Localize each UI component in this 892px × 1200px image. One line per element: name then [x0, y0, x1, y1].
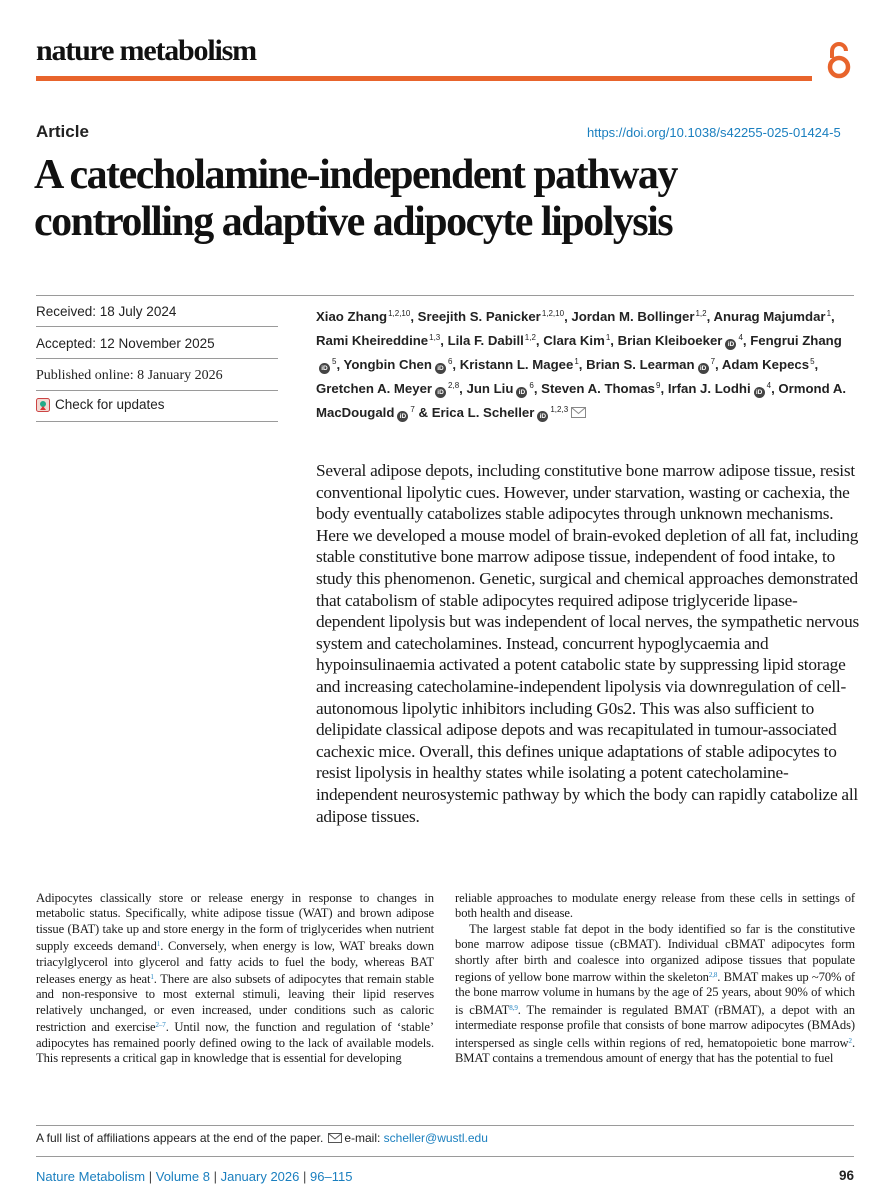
author[interactable]: Rami Kheireddine$^{1,3}$ [316, 332, 441, 348]
divider [36, 358, 278, 359]
orcid-icon[interactable]: iD [397, 411, 408, 422]
affiliation-number: 9 [656, 380, 661, 390]
citation[interactable]: 2–7 [155, 1021, 166, 1030]
affiliation-number: 1 [574, 356, 579, 366]
footer-pages: 96–115 [310, 1169, 353, 1184]
author[interactable]: Irfan J. Lodhi $iD^4$ [667, 380, 772, 396]
check-for-updates-button[interactable] [36, 397, 165, 412]
author[interactable]: Brian S. Learman $iD^7$ [586, 356, 716, 372]
affiliation-number: 6 [529, 380, 534, 390]
author[interactable]: Adam Kepecs$^5$ [721, 356, 815, 372]
citation[interactable]: 8,9 [509, 1003, 518, 1012]
orcid-icon[interactable]: iD [754, 387, 765, 398]
affiliation-number: 1,2 [695, 309, 707, 318]
journal-name: nature metabolism [36, 34, 256, 67]
affiliation-number: 1,2,3 [550, 404, 569, 414]
footer-volume: Volume 8 [155, 1169, 210, 1184]
citation[interactable]: 1 [156, 940, 161, 949]
orcid-icon[interactable]: iD [725, 339, 736, 350]
author[interactable]: Lila F. Dabill$^{1,2}$ [447, 332, 536, 348]
orcid-icon[interactable]: iD [319, 363, 330, 374]
divider [36, 1156, 854, 1157]
citation[interactable]: 2 [848, 1036, 852, 1045]
affiliation-number: 1 [605, 332, 611, 342]
affiliation-number: 5 [332, 356, 337, 366]
affiliation-number: 1,2,10 [388, 309, 411, 318]
footer-issue: January 2026 [220, 1169, 300, 1184]
author[interactable]: Xiao Zhang$^{1,2,10}$ [316, 309, 411, 324]
mail-icon[interactable] [571, 407, 586, 418]
author[interactable]: Ormond A. MacDougald $iD^7$ [316, 380, 847, 420]
divider [36, 421, 278, 422]
citation[interactable]: 1 [150, 973, 154, 982]
body-text-right [455, 891, 855, 1066]
check-updates-label: Check for updates [55, 397, 165, 412]
paragraph: The largest stable fat depot in the body identified so far is the constitutive bone marrow adipose tissue (cBMAT). Individual cBMAT adipocytes form shortly after birth and coalesce into organized adipose tissues that populate regions of yellow bone marrow within the skeleton$^{2,8}$. BMAT makes up ~70% of the bone marrow volume in humans by the age of 25 years, about 90% of which is cBMAT$^{8,9}$. The remainder is regulated BMAT (rBMAT), a depot with an intermediate response profile that consists of bone marrow adipocytes (BMAds) interspersed as single cells within regions of red, hematopoietic bone marrow$^2$. BMAT contains a tremendous amount of energy that has the potential to fuel [455, 921, 856, 1066]
affiliation-number: 1 [826, 309, 832, 318]
affiliation-number: 6 [447, 356, 453, 366]
paragraph: reliable approaches to modulate energy release from these cells in settings of both health and disease. [455, 891, 855, 921]
author[interactable]: Kristann L. Magee$^1$ [459, 356, 579, 372]
affiliation-number: 5 [810, 356, 815, 366]
article-type: Article [36, 122, 89, 141]
published-date: Published online: 8 January 2026 [36, 368, 223, 383]
accepted-date: Accepted: 12 November 2025 [36, 336, 215, 351]
check-updates-icon [36, 398, 50, 412]
footer-citation: Nature Metabolism | Volume 8 | January 2026 | 96–115 [36, 1169, 353, 1184]
divider [36, 326, 278, 327]
affiliation-number: 1,2 [524, 332, 536, 342]
page-number: 96 [838, 1168, 854, 1183]
email-link[interactable]: scheller@wustl.edu [383, 1131, 488, 1145]
author[interactable]: Gretchen A. Meyer iD$^{2,8}$ [316, 380, 460, 396]
mail-icon [328, 1133, 342, 1143]
author[interactable]: Clara Kim$^1$ [543, 332, 611, 348]
affiliation-number: 4 [738, 332, 743, 342]
author[interactable]: Jun Liu $iD^6$ [466, 380, 534, 396]
doi-link[interactable]: https://doi.org/10.1038/s42255-025-01424-5 [587, 125, 841, 140]
open-access-icon [824, 40, 854, 80]
author[interactable]: Erica L. Scheller iD$^{1,2,3}$ [432, 405, 586, 420]
author[interactable]: Fengrui ZhangiD$^5$ [316, 333, 842, 372]
divider [36, 295, 854, 296]
affiliation-number: 7 [710, 356, 716, 366]
author[interactable]: Brian Kleiboeker $iD^4$ [617, 332, 743, 348]
affiliation-number: 2,8 [448, 380, 460, 390]
citation[interactable]: 2,8 [708, 971, 718, 980]
orcid-icon[interactable]: iD [537, 411, 548, 422]
footer-journal: Nature Metabolism [36, 1169, 146, 1184]
orcid-icon[interactable]: iD [435, 387, 446, 398]
orcid-icon[interactable]: iD [698, 363, 709, 374]
title-line-1: A catecholamine-independent pathway [34, 152, 677, 198]
received-date: Received: 18 July 2024 [36, 304, 177, 319]
affiliation-number: 1,3 [429, 332, 441, 342]
affiliation-number: 4 [766, 380, 772, 390]
orcid-icon[interactable]: iD [435, 363, 446, 374]
divider [36, 390, 278, 391]
author[interactable]: Jordan M. Bollinger$^{1,2}$ [571, 309, 707, 324]
author[interactable]: Steven A. Thomas$^9$ [541, 380, 661, 396]
header-rule [36, 76, 812, 81]
body-text-left: Adipocytes classically store or release energy in response to changes in metabolic status. Specifically, white adipose tissue (WAT) and brown adipose tissue (BAT) take up and store energy in the form of triglycerides when nutrient supply exceeds demand$^1$. Conversely, when energy is low, WAT breaks down triacylglycerol into glycerol and fatty acids to fuel the body, whereas BAT releases energy as heat$^1$. There are also subsets of adipocytes that remain stable and non-responsive to most external stimuli, leaving their lipid reserves relatively unchanged, or even increased, under conditions such as caloric restriction and exercise$^{2-7}$. Until now, the function and regulation of ‘stable’ adipocytes has remained poorly defined owing to the lack of available models. This represents a critical gap in knowledge that is essential for developing [36, 891, 434, 1066]
orcid-icon[interactable]: iD [516, 387, 527, 398]
affiliation-number: 7 [410, 404, 415, 414]
author[interactable]: Sreejith S. Panicker$^{1,2,10}$ [417, 309, 565, 324]
abstract: Several adipose depots, including constitutive bone marrow adipose tissue, resist conventional lipolytic cues. However, under starvation, wasting or cachexia, the body eventually catabolizes stable adipocytes through unknown mechanisms. Here we developed a mouse model of brain-evoked depletion of all fat, including stable constitutive bone marrow adipose tissue, independent of food intake, to study this phenomenon. Genetic, surgical and chemical approaches demonstrated that catabolism of stable adipocytes required adipose triglyceride lipase-dependent lipolysis but was independent of local nerves, the sympathetic nervous system and catecholamines. Instead, concurrent hypoglycaemia and hypoinsulinaemia activated a potent catabolic state by suppressing lipid storage and increasing catecholamine-independent lipolysis via downregulation of cell-autonomous lipolytic inhibitors including G0s2. This was also sufficient to delipidate classical adipose depots and was recapitulated in tumour-associated cachexic mice. Overall, this defines unique adaptations of stable adipocytes to resist lipolysis in healthy states while isolating a potent catecholamine-independent neurosystemic pathway by which the body can rapidly catabolize all adipose tissues. [316, 461, 859, 826]
divider [36, 1125, 854, 1126]
affiliations-note: A full list of affiliations appears at the end of the paper. e-mail: scheller@wustl.edu [36, 1131, 488, 1145]
affiliation-number: 1,2,10 [541, 309, 565, 318]
article-title [34, 152, 834, 246]
author[interactable]: Anurag Majumdar$^1$ [713, 309, 832, 324]
title-line-2: controlling adaptive adipocyte lipolysis [34, 199, 673, 245]
author-list: Xiao Zhang$^{1,2,10}$, Sreejith S. Panicker$^{1,2,10}$, Jordan M. Bollinger$^{1,2}$, Anurag Majumdar$^1$, Rami Kheireddine$^{1,3}$, Lila F. Dabill$^{1,2}$, Clara Kim$^1$, Brian Kleiboeker $iD^4$, Fengrui ZhangiD$^5$, Yongbin Chen $iD^6$, Kristann L. Magee$^1$, Brian S. Learman $iD^7$, Adam Kepecs$^5$, Gretchen A. Meyer iD$^{2,8}$, Jun Liu $iD^6$, Steven A. Thomas$^9$, Irfan J. Lodhi $iD^4$, Ormond A. MacDougald $iD^7$ & Erica L. Scheller iD$^{1,2,3}$ [316, 309, 847, 420]
author[interactable]: Yongbin Chen $iD^6$ [343, 356, 453, 372]
